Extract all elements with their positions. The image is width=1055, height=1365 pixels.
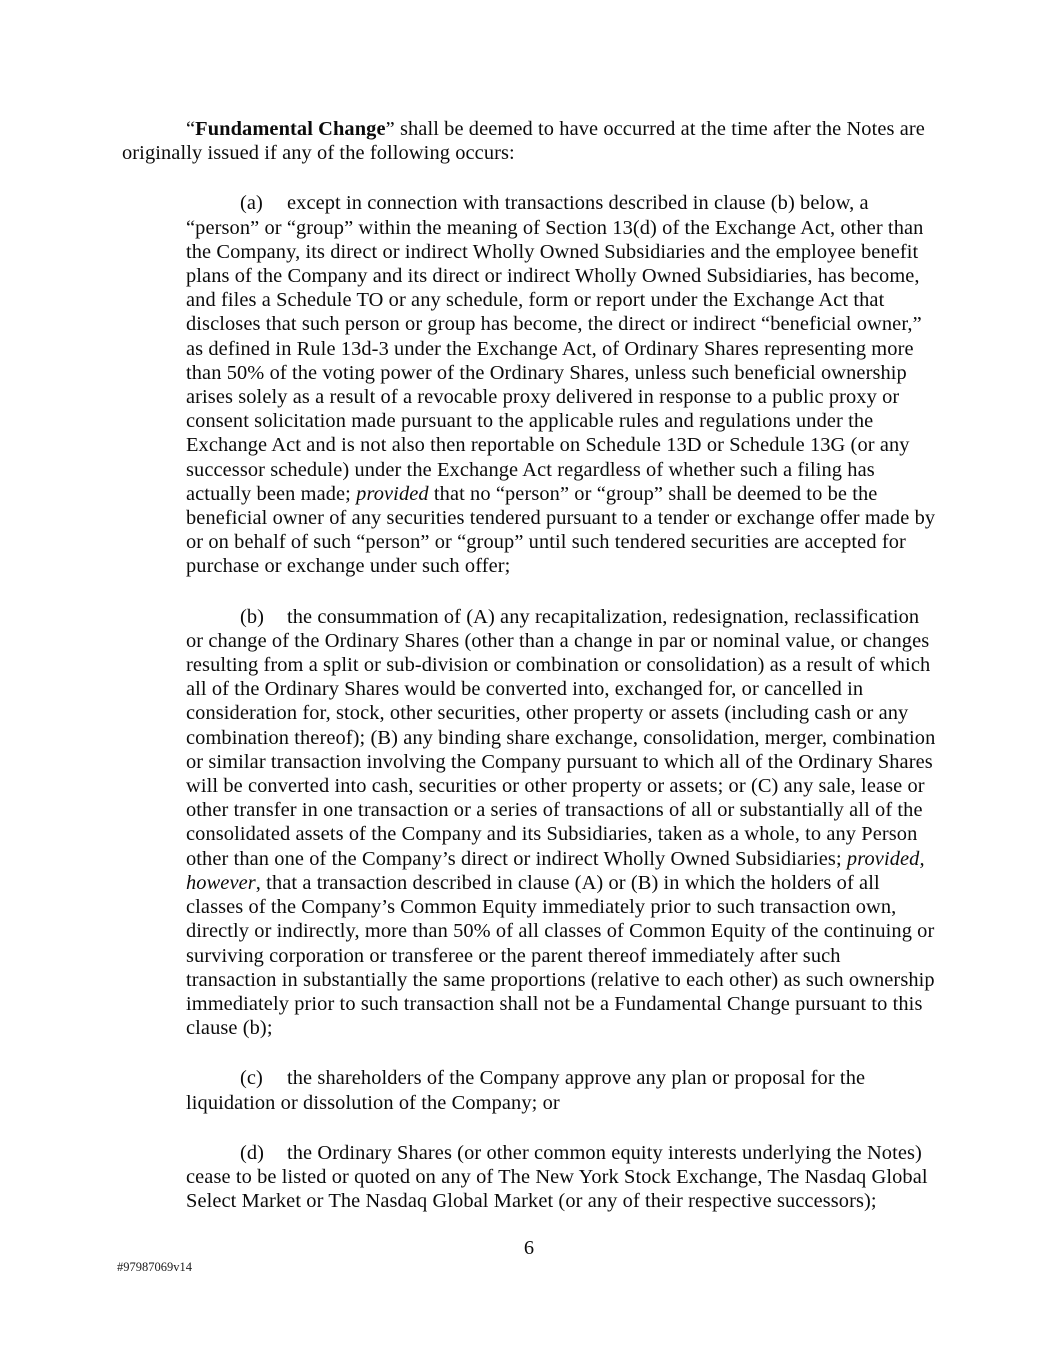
- text-run: provided, however: [186, 847, 925, 894]
- text-run: , that a transaction described in clause (A) or (B) in which the holders of all classes of the Company’s Common Equity immediately prior to such transaction own, directly or indirectly, more than 50% of all classes of Common Equity of the continuing or surviving corporation or transferee or the parent thereof immediately after such transaction in substantially the same proportions (relative to each other) as such ownership immediately prior to such transaction shall not be a Fundamental Change pursuant to this clause (b);: [186, 871, 935, 1040]
- paragraph-clause-b: [186, 605, 936, 1041]
- footer-document-id: #97987069v14: [117, 1260, 192, 1274]
- text-run: Fundamental Change: [195, 118, 386, 140]
- text-run: that no “person” or “group” shall be deemed to be the beneficial owner of any securities tendered pursuant to a tender or exchange offer made by or on behalf of such “person” or “group” until such tendered securities are accepted for purchase or exchange under such offer;: [186, 482, 936, 578]
- paragraph-intro: [122, 117, 936, 165]
- clause-label-clause-d: (d): [240, 1141, 265, 1164]
- clause-label-clause-c: (c): [240, 1067, 263, 1090]
- paragraph-clause-d: [186, 1141, 936, 1214]
- text-run: provided: [356, 482, 429, 505]
- text-run: the Ordinary Shares (or other common equity interests underlying the Notes) cease to be listed or quoted on any of The New York Stock Exchange, The Nasdaq Global Select Market or The Nasdaq Global Market (or any of their respective successors);: [186, 1141, 928, 1213]
- text-run: the shareholders of the Company approve any plan or proposal for the liquidation or dissolution of the Company; or: [186, 1067, 866, 1114]
- text-run: ” shall be deemed to have occurred at the time after the Notes are originally issued if any of the following occurs:: [122, 118, 925, 165]
- document-body: [122, 117, 936, 1239]
- clause-label-clause-b: (b): [240, 605, 265, 628]
- paragraph-clause-c: [186, 1066, 936, 1114]
- text-run: except in connection with transactions described in clause (b) below, a “person” or “group” within the meaning of Section 13(d) of the Exchange Act, other than the Company, its direct or indirect Wholly Owned Subsidiaries and the employee benefit plans of the Company and its direct or indirect Wholly Owned Subsidiaries, has become, and files a Schedule TO or any schedule, form or report under the Exchange Act that discloses that such person or group has become, the direct or indirect “beneficial owner,” as defined in Rule 13d-3 under the Exchange Act, of Ordinary Shares representing more than 50% of the voting power of the Ordinary Shares, unless such beneficial ownership arises solely as a result of a revocable proxy delivered in response to a public proxy or consent solicitation made pursuant to the applicable rules and regulations under the Exchange Act and is not also then reportable on Schedule 13D or Schedule 13G (or any successor schedule) under the Exchange Act regardless of whether such a filing has actually been made;: [186, 192, 924, 505]
- text-run: “: [186, 118, 196, 140]
- paragraph-clause-a: [186, 191, 936, 578]
- text-run: the consummation of (A) any recapitalization, redesignation, reclassification or change of the Ordinary Shares (other than a change in par or nominal value, or changes resulting from a split or sub-division or combination or consolidation) as a result of which all of the Ordinary Shares would be converted into, exchanged for, or cancelled in consideration for, stock, other securities, other property or assets (including cash or any combination thereof); (B) any binding share exchange, consolidation, merger, combination or similar transaction involving the Company pursuant to which all of the Ordinary Shares will be converted into cash, securities or other property or assets; or (C) any sale, lease or other transfer in one transaction or a series of transactions of all or substantially all of the consolidated assets of the Company and its Subsidiaries, taken as a whole, to any Person other than one of the Company’s direct or indirect Wholly Owned Subsidiaries;: [186, 605, 936, 870]
- clause-label-clause-a: (a): [240, 192, 263, 215]
- page-number: 6: [523, 1237, 535, 1259]
